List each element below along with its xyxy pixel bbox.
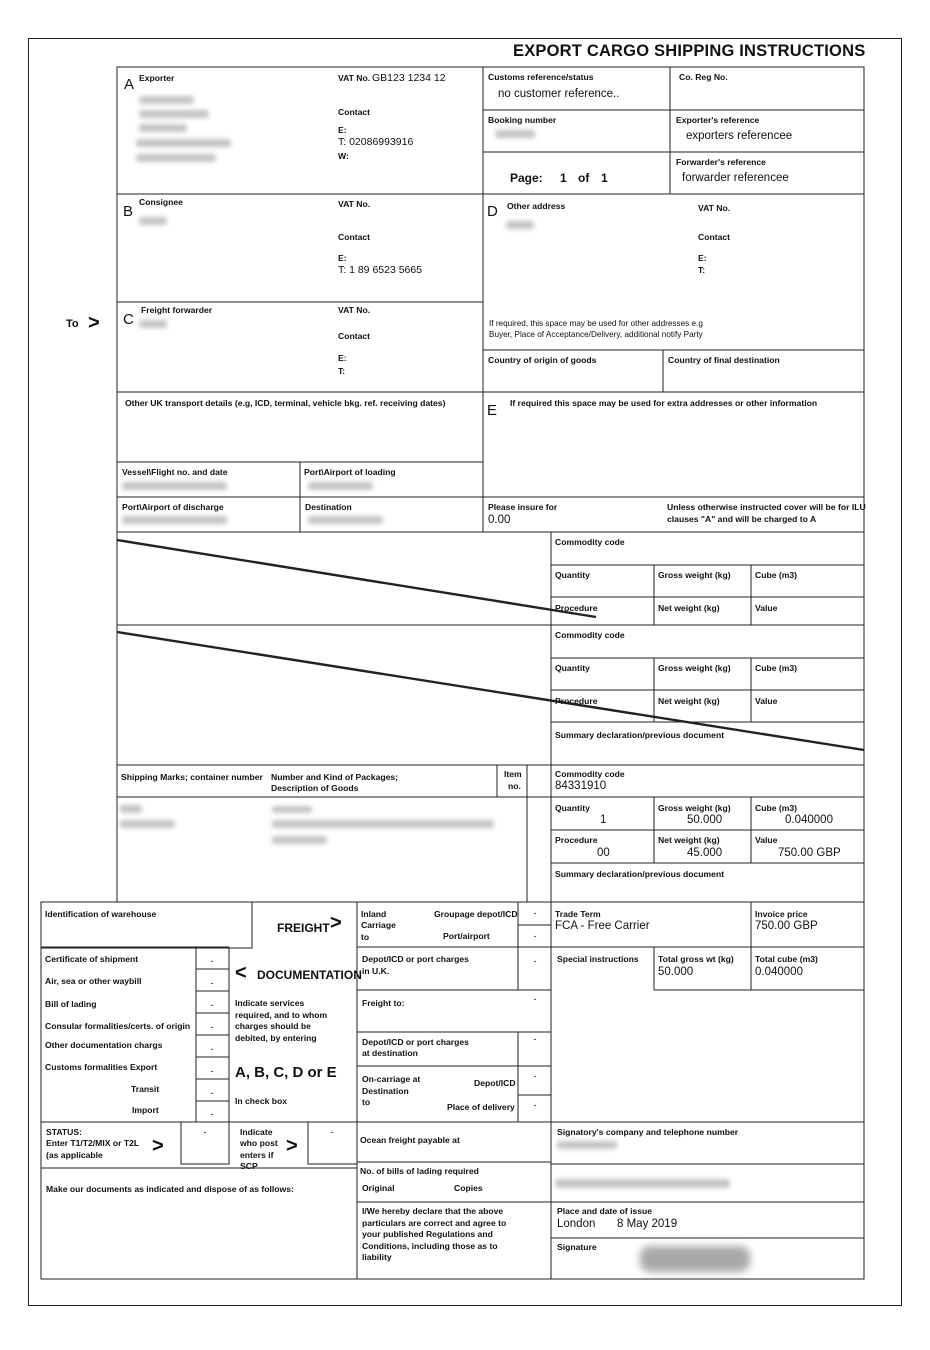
redacted-forwarder — [139, 320, 167, 328]
signatory-label: Signatory's company and telephone number — [557, 1127, 739, 1137]
oncarriage-label-1: On-carriage at — [362, 1074, 421, 1084]
warehouse-label: Identification of warehouse — [45, 909, 157, 919]
consignee-label: Consignee — [139, 197, 183, 207]
customs-ref-value: no customer reference.. — [498, 88, 620, 100]
total-cube-label: Total cube (m3) — [755, 954, 818, 964]
doc-item-2: Bill of lading — [45, 999, 97, 1009]
check-doc-0[interactable]: - — [210, 956, 214, 966]
post-box[interactable]: - — [330, 1127, 334, 1137]
doc-item-0: Certificate of shipment — [45, 954, 139, 964]
gross-label-2: Gross weight (kg) — [658, 663, 731, 673]
consignee-email: E: — [338, 253, 347, 263]
page-label: Page: — [510, 171, 543, 185]
check-depot-icd[interactable]: - — [533, 1071, 537, 1081]
status-box[interactable]: - — [203, 1127, 207, 1137]
net-label-2: Net weight (kg) — [658, 696, 720, 706]
gross-label-3: Gross weight (kg) — [658, 803, 731, 813]
declare-line-4: Conditions, including those as to — [362, 1241, 498, 1251]
exporter-phone: T: 02086993916 — [338, 136, 414, 148]
net-label-3: Net weight (kg) — [658, 835, 720, 845]
check-doc-2[interactable]: - — [210, 1000, 214, 1010]
commodity-code-value: 84331910 — [555, 780, 607, 792]
cube-label-2: Cube (m3) — [755, 663, 798, 673]
exporter-email: E: — [338, 125, 347, 135]
doc-item-5: Customs formalities Export — [45, 1062, 158, 1072]
customs-ref-label: Customs reference/status — [488, 72, 594, 82]
documentation-arrow: < — [235, 962, 247, 984]
forwarder-label: Freight forwarder — [141, 305, 213, 315]
check-doc-6[interactable]: - — [210, 1088, 214, 1098]
insure-note-2: clauses "A" and will be charged to A — [667, 514, 817, 524]
redacted-port-discharge — [122, 516, 227, 524]
summary-label-3: Summary declaration/previous document — [555, 869, 725, 879]
to-arrow: > — [88, 312, 100, 334]
place-delivery-label: Place of delivery — [447, 1102, 515, 1112]
invoice-value: 750.00 GBP — [755, 920, 818, 932]
redacted-port-loading — [308, 482, 373, 490]
packages-label-1: Number and Kind of Packages; — [271, 772, 399, 782]
value-label-2: Value — [755, 696, 778, 706]
destination-label: Destination — [305, 502, 352, 512]
oncarriage-label-2: Destination — [362, 1086, 409, 1096]
status-arrow: > — [152, 1135, 164, 1157]
redacted-packages — [272, 806, 312, 813]
origin-label: Country of origin of goods — [488, 355, 597, 365]
page-total: 1 — [601, 171, 608, 185]
other-address-note-2: Buyer, Place of Acceptance/Delivery, additional notify Party — [489, 330, 703, 339]
place-value: London — [557, 1218, 596, 1230]
indicate-line-4: debited, by entering — [235, 1033, 317, 1043]
uk-transport-label: Other UK transport details (e.g, ICD, terminal, vehicle bkg. ref. receiving dates) — [125, 398, 446, 408]
co-reg-label: Co. Reg No. — [679, 72, 728, 82]
indicate-post-1: Indicate — [240, 1127, 273, 1137]
net-value: 45.000 — [687, 847, 723, 859]
indicate-line-3: charges should be — [235, 1021, 311, 1031]
letter-d: D — [487, 203, 498, 220]
other-address-label: Other address — [507, 201, 566, 211]
item-label-1: Item — [504, 769, 522, 779]
redacted-signatory-company — [555, 1179, 730, 1188]
exporters-ref-value: exporters referencee — [686, 130, 793, 142]
packages-label-2: Description of Goods — [271, 783, 359, 793]
depot-uk-label-1: Depot/ICD or port charges — [362, 954, 469, 964]
groupage-label: Groupage depot/ICD — [434, 909, 518, 919]
check-freight-to[interactable]: - — [533, 994, 537, 1004]
letters-options: A, B, C, D or E — [235, 1064, 337, 1081]
indicate-line-1: Indicate services — [235, 998, 305, 1008]
depot-icd-label: Depot/ICD — [474, 1078, 516, 1088]
redacted-signature — [640, 1246, 750, 1272]
redacted-exporter-address — [136, 139, 231, 147]
freight-arrow: > — [330, 912, 342, 934]
shipping-marks-label: Shipping Marks; container number — [121, 772, 263, 782]
ocean-freight-label: Ocean freight payable at — [360, 1135, 460, 1145]
bills-label: No. of bills of lading required — [360, 1166, 479, 1176]
exporter-label: Exporter — [139, 73, 175, 83]
doc-item-3: Consular formalities/certs. of origin — [45, 1021, 191, 1031]
check-depot-uk[interactable]: - — [533, 956, 537, 966]
declare-line-3: your published Regulations and — [362, 1229, 493, 1239]
freight-label: FREIGHT — [277, 921, 330, 935]
special-instructions-label: Special instructions — [557, 954, 639, 964]
check-doc-7[interactable]: - — [210, 1109, 214, 1119]
redacted-container-number — [120, 820, 175, 828]
declare-line-1: I/We hereby declare that the above — [362, 1206, 504, 1216]
page-of: of — [578, 171, 590, 185]
redacted-destination — [308, 516, 383, 524]
trade-term-value: FCA - Free Carrier — [555, 920, 650, 932]
documentation-label: DOCUMENTATION — [257, 968, 362, 982]
declare-line-5: liability — [362, 1252, 392, 1262]
signature-label: Signature — [557, 1242, 597, 1252]
forwarder-vat-label: VAT No. — [338, 305, 371, 315]
redacted-signatory-phone — [557, 1141, 617, 1149]
redacted-exporter-address — [139, 110, 209, 118]
procedure-label-2: Procedure — [555, 696, 598, 706]
depot-dest-label-1: Depot/ICD or port charges — [362, 1037, 469, 1047]
indicate-post-2: who post — [240, 1138, 278, 1148]
exporter-web: W: — [338, 151, 349, 161]
status-line-3: (as applicable — [46, 1150, 103, 1160]
redacted-description — [272, 836, 327, 844]
quantity-value: 1 — [600, 814, 607, 826]
commodity-label-2: Commodity code — [555, 630, 625, 640]
exporters-ref-label: Exporter's reference — [676, 115, 760, 125]
redacted-other-address — [506, 221, 534, 229]
freight-to-label: Freight to: — [362, 998, 405, 1008]
port-airport-label: Port/airport — [443, 931, 490, 941]
gross-value: 50.000 — [687, 814, 723, 826]
declare-line-2: particulars are correct and agree to — [362, 1218, 507, 1228]
forwarder-contact: Contact — [338, 331, 370, 341]
port-loading-label: Port\Airport of loading — [304, 467, 396, 477]
exporter-vat-label: VAT No. — [338, 73, 371, 83]
check-doc-1[interactable]: - — [210, 978, 214, 988]
final-destination-label: Country of final destination — [668, 355, 780, 365]
insure-label: Please insure for — [488, 502, 558, 512]
check-doc-4[interactable]: - — [210, 1044, 214, 1054]
check-depot-dest[interactable]: - — [533, 1034, 537, 1044]
item-label-2: no. — [508, 781, 521, 791]
check-port-airport[interactable]: - — [533, 931, 537, 941]
redacted-consignee — [139, 217, 167, 225]
total-gross-label: Total gross wt (kg) — [658, 954, 734, 964]
gross-label-1: Gross weight (kg) — [658, 570, 731, 580]
insure-note-1: Unless otherwise instructed cover will be for ILU — [667, 502, 866, 512]
indicate-post-3: enters if — [240, 1150, 274, 1160]
copies-label: Copies — [454, 1183, 483, 1193]
letter-a: A — [124, 76, 135, 93]
summary-label-2: Summary declaration/previous document — [555, 730, 725, 740]
original-label: Original — [362, 1183, 395, 1193]
dispose-label: Make our documents as indicated and dispose of as follows: — [46, 1184, 294, 1194]
exporter-vat-value: GB123 1234 12 — [372, 72, 446, 84]
value-label-3: Value — [755, 835, 778, 845]
check-box-label: In check box — [235, 1096, 288, 1106]
redacted-exporter-name — [139, 96, 194, 104]
place-date-label: Place and date of issue — [557, 1206, 653, 1216]
exporter-contact: Contact — [338, 107, 370, 117]
redacted-exporter-address — [139, 124, 187, 132]
insure-value: 0.00 — [488, 514, 511, 526]
redacted-booking-number — [495, 130, 535, 138]
doc-item-4: Other documentation chargs — [45, 1040, 163, 1050]
inland-label-2: Carriage — [361, 920, 396, 930]
inland-label-1: Inland — [361, 909, 387, 919]
other-email: E: — [698, 253, 707, 263]
other-vat-label: VAT No. — [698, 203, 731, 213]
forwarders-ref-value: forwarder referencee — [682, 172, 789, 184]
total-gross-value: 50.000 — [658, 966, 694, 978]
cube-value: 0.040000 — [785, 814, 833, 826]
to-label: To — [66, 318, 79, 330]
other-phone: T: — [698, 265, 706, 275]
trade-term-label: Trade Term — [555, 909, 601, 919]
consignee-vat-label: VAT No. — [338, 199, 371, 209]
net-label-1: Net weight (kg) — [658, 603, 720, 613]
check-place-delivery[interactable]: - — [533, 1100, 537, 1110]
value-value: 750.00 GBP — [778, 847, 841, 859]
inland-label-3: to — [361, 932, 370, 942]
check-doc-5[interactable]: - — [210, 1066, 214, 1076]
vessel-label: Vessel\Flight no. and date — [122, 467, 228, 477]
commodity-label-3: Commodity code — [555, 769, 625, 779]
date-value: 8 May 2019 — [617, 1218, 678, 1230]
extra-info-label: If required this space may be used for extra addresses or other information — [510, 398, 818, 408]
procedure-label-1: Procedure — [555, 603, 598, 613]
status-line-2: Enter T1/T2/MIX or T2L — [46, 1138, 140, 1148]
page-current: 1 — [560, 171, 567, 185]
redacted-vessel — [122, 482, 227, 490]
port-discharge-label: Port\Airport of discharge — [122, 502, 224, 512]
redacted-shipping-marks — [120, 805, 142, 813]
depot-uk-label-2: in U.K. — [362, 966, 390, 976]
quantity-label-3: Quantity — [555, 803, 590, 813]
indicate-post-4: SCP — [240, 1161, 258, 1171]
total-cube-value: 0.040000 — [755, 966, 803, 978]
redacted-description — [272, 820, 494, 828]
procedure-value: 00 — [597, 847, 610, 859]
check-groupage[interactable]: - — [533, 908, 537, 918]
quantity-label-2: Quantity — [555, 663, 590, 673]
check-doc-3[interactable]: - — [210, 1022, 214, 1032]
cube-label-1: Cube (m3) — [755, 570, 798, 580]
invoice-label: Invoice price — [755, 909, 808, 919]
value-label-1: Value — [755, 603, 778, 613]
forwarder-phone: T: — [338, 366, 346, 376]
depot-dest-label-2: at destination — [362, 1048, 418, 1058]
oncarriage-label-3: to — [362, 1097, 371, 1107]
status-line-1: STATUS: — [46, 1127, 82, 1137]
doc-item-7: Import — [132, 1105, 159, 1115]
other-contact: Contact — [698, 232, 730, 242]
document-title: EXPORT CARGO SHIPPING INSTRUCTIONS — [513, 42, 866, 60]
indicate-line-2: required, and to whom — [235, 1010, 328, 1020]
doc-item-6: Transit — [131, 1084, 160, 1094]
letter-e: E — [487, 402, 498, 419]
commodity-label-1: Commodity code — [555, 537, 625, 547]
letter-c: C — [123, 311, 134, 328]
doc-item-1: Air, sea or other waybill — [45, 976, 142, 986]
consignee-contact: Contact — [338, 232, 370, 242]
post-arrow: > — [286, 1135, 298, 1157]
other-address-note-1: If required, this space may be used for other addresses e.g — [489, 319, 703, 328]
quantity-label-1: Quantity — [555, 570, 590, 580]
forwarder-email: E: — [338, 353, 347, 363]
procedure-label-3: Procedure — [555, 835, 598, 845]
booking-label: Booking number — [488, 115, 557, 125]
forwarders-ref-label: Forwarder's reference — [676, 157, 766, 167]
redacted-exporter-country — [136, 154, 216, 162]
cube-label-3: Cube (m3) — [755, 803, 798, 813]
consignee-phone: T: 1 89 6523 5665 — [338, 264, 423, 276]
letter-b: B — [123, 203, 134, 220]
